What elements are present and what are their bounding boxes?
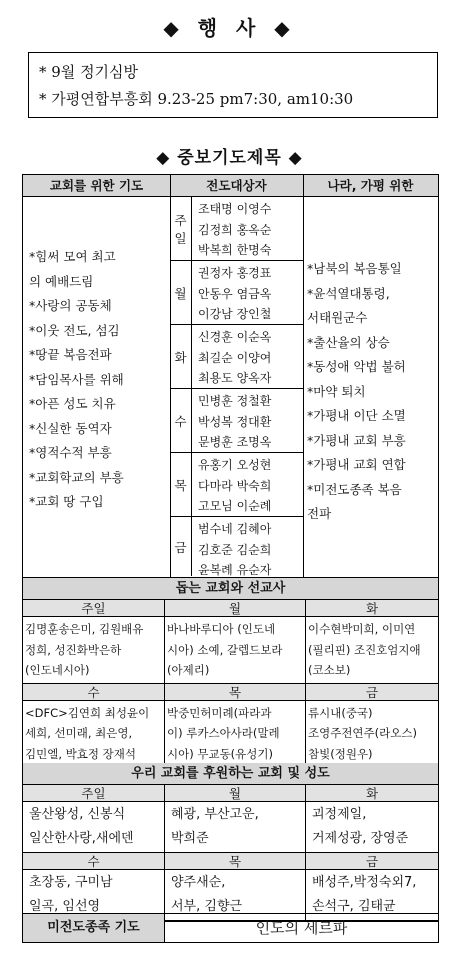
supporters-line: 울산왕성, 신봉식	[29, 807, 126, 822]
church-prayer-item: *교회 땅 구입	[29, 494, 104, 509]
supporters-line: 일곡, 임선영	[29, 899, 101, 914]
missions-line: 류시내(중국)	[308, 705, 373, 720]
evangelism-day-row	[170, 453, 303, 517]
header-nation: 나라, 가평 위한	[303, 175, 438, 197]
evangelism-name-line: 이강남 장인철	[198, 307, 272, 321]
day-label	[170, 197, 192, 260]
day-subheader: 금	[305, 684, 438, 701]
supporters-cell	[23, 802, 164, 853]
church-prayer-item: *힘써 모여 최고	[29, 249, 116, 264]
event-item: * 9월 정기심방	[39, 63, 139, 81]
evangelism-name-line: 안동우 염금옥	[198, 286, 272, 301]
supporters-cell	[305, 802, 438, 853]
day-subheader: 주일	[23, 600, 164, 617]
day-label	[170, 517, 192, 576]
day-subheader: 수	[23, 853, 164, 870]
supporters-line: 초장동, 구미남	[29, 875, 113, 890]
evangelism-name-line: 고모님 이순례	[198, 499, 272, 513]
evangelism-name-line: 신경훈 이순옥	[198, 330, 272, 344]
missions-line: 이수현박미희, 이미연	[308, 622, 416, 636]
church-prayer-item: *이웃 전도, 섬김	[29, 322, 120, 338]
day-subheader: 목	[164, 853, 305, 870]
missions-cell	[23, 701, 164, 768]
supporters-title: 우리 교회를 후원하는 교회 및 성도	[23, 763, 438, 785]
evangelism-names	[198, 327, 271, 389]
nation-prayer-item: *마약 퇴치	[307, 383, 366, 399]
missions-section	[22, 578, 439, 768]
church-prayer-item: *땅끝 복음전파	[29, 347, 112, 362]
missions-line: <DFC>김연희 최성윤이	[25, 705, 150, 720]
events-title: ◆ 행 사 ◆	[163, 16, 296, 40]
day-label-char: 금	[174, 539, 187, 555]
missions-cell	[23, 617, 164, 684]
supporters-line: 일산한사랑,새에덴	[29, 831, 134, 846]
evangelism-day-row	[170, 261, 303, 325]
evangelism-name-line: 유홍기 오성현	[198, 458, 272, 472]
day-subheader: 수	[23, 684, 164, 701]
header-evangelism: 전도대상자	[170, 175, 303, 197]
nation-prayer-item: *남북의 복음통일	[307, 261, 402, 276]
day-label-char: 수	[174, 413, 187, 429]
supporters-line: 혜광, 부산고운,	[171, 807, 259, 822]
missions-cell	[305, 701, 438, 768]
evangelism-name-line: 김정희 홍옥순	[198, 222, 272, 237]
missions-line: (코소보)	[308, 663, 351, 677]
missions-line: 참빛(정원우)	[308, 746, 373, 761]
missions-line: 김명훈송은미, 김원배유	[25, 622, 144, 636]
missions-line: 시아) 무교동(유성기)	[167, 746, 273, 761]
nation-prayer-list	[307, 257, 435, 527]
nation-prayer-item: *가평내 교회 연합	[307, 457, 406, 472]
day-label	[170, 261, 192, 324]
events-box	[28, 52, 438, 118]
church-prayer-item: *신실한 동역자	[29, 420, 112, 436]
evangelism-name-line: 민병훈 정철환	[198, 394, 272, 408]
nation-prayer-item: *미전도종족 복음	[307, 481, 402, 497]
day-subheader: 월	[164, 600, 305, 617]
evangelism-day-row	[170, 197, 303, 261]
day-subheader: 목	[164, 684, 305, 701]
evangelism-name-line: 최용도 양옥자	[198, 371, 272, 385]
evangelism-names	[198, 519, 271, 581]
church-prayer-item: *영적수적 부흥	[29, 445, 112, 460]
evangelism-names	[198, 263, 271, 325]
missions-line: 김민엘, 박효정 장재석	[25, 746, 136, 761]
day-label	[170, 325, 192, 388]
day-label	[170, 453, 192, 516]
evangelism-name-line: 윤복례 유순자	[198, 563, 272, 577]
church-prayer-item: 의 예배드림	[29, 273, 94, 289]
event-item: * 가평연합부흥회 9.23-25 pm7:30, am10:30	[39, 90, 354, 108]
day-label-char: 화	[174, 349, 187, 365]
evangelism-name-line: 박성복 정대환	[198, 414, 272, 429]
missions-line: 바나바루디아 (인도네	[167, 622, 276, 636]
evangelism-day-row	[170, 389, 303, 453]
supporters-line: 서부, 김향근	[171, 899, 243, 914]
evangelism-name-line: 문병훈 조명옥	[198, 435, 272, 449]
missions-line: 세희, 선미래, 최은영,	[25, 726, 133, 740]
church-prayer-item: *교회학교의 부흥	[29, 469, 124, 485]
evangelism-names	[198, 455, 271, 517]
evangelism-names	[198, 199, 271, 261]
nation-prayer-item: *동성애 악법 불허	[307, 359, 406, 374]
divider	[303, 175, 304, 577]
unreached-label: 미전도종족 기도	[23, 914, 165, 942]
evangelism-names	[198, 391, 271, 453]
church-prayer-list	[29, 245, 169, 515]
day-label	[170, 389, 192, 452]
prayer-table	[22, 174, 439, 578]
supporters-line: 거제성광, 장영준	[312, 831, 409, 846]
nation-prayer-item: *가평내 교회 부흥	[307, 432, 406, 448]
day-label-char: 월	[174, 285, 187, 301]
nation-prayer-item: 전파	[307, 506, 332, 521]
day-subheader: 화	[305, 600, 438, 617]
evangelism-name-line: 박복희 한명숙	[198, 243, 272, 257]
supporters-cell	[164, 802, 305, 853]
evangelism-name-line: 최길순 이양여	[198, 350, 272, 365]
evangelism-day-row	[170, 325, 303, 389]
evangelism-name-line: 다마라 박숙희	[198, 478, 272, 493]
evangelism-name-line: 범수네 김혜아	[198, 522, 272, 536]
missions-line: (인도네시아)	[25, 663, 90, 677]
missions-cell	[164, 701, 305, 768]
church-prayer-item: *담임목사를 위해	[29, 371, 124, 387]
supporters-line: 손석구, 김태균	[312, 899, 396, 914]
supporters-line: 박희준	[171, 831, 209, 846]
missions-line: 정희, 성진화박은하	[25, 642, 122, 657]
missions-line: 조영주전연주(라오스)	[308, 726, 417, 740]
header-church: 교회를 위한 기도	[23, 175, 170, 197]
church-prayer-item: *아픈 성도 치유	[29, 396, 116, 411]
supporters-line: 배성주,박정숙외7,	[312, 875, 417, 890]
missions-line: 시아) 소예, 갈렙드보라	[167, 642, 283, 657]
unreached-prayer	[22, 913, 439, 943]
nation-prayer-item: *윤석열대통령,	[307, 285, 390, 301]
evangelism-name-line: 조태명 이영수	[198, 202, 272, 216]
evangelism-day-row	[170, 517, 303, 576]
day-subheader: 월	[164, 785, 305, 802]
missions-line: 박중민허미례(파라과	[167, 705, 272, 720]
day-subheader: 주일	[23, 785, 164, 802]
missions-line: 이) 루카스아사라(말레	[167, 726, 280, 740]
day-label-char: 일	[174, 230, 187, 246]
day-subheader: 금	[305, 853, 438, 870]
missions-line: (필리핀) 조진호엄지애	[308, 642, 421, 657]
day-subheader: 화	[305, 785, 438, 802]
supporters-line: 양주새순,	[171, 875, 226, 890]
day-label-char: 목	[174, 477, 187, 493]
evangelism-name-line: 권정자 홍경표	[198, 266, 272, 280]
nation-prayer-item: *가평내 이단 소멸	[307, 408, 406, 423]
evangelism-name-line: 김호준 김순희	[198, 542, 272, 557]
day-label-char: 주	[174, 212, 187, 228]
missions-line: (아제리)	[167, 663, 210, 677]
missions-cell	[164, 617, 305, 684]
supporters-section	[22, 763, 439, 922]
nation-prayer-item: *출산율의 상승	[307, 334, 390, 350]
church-prayer-item: *사랑의 공동체	[29, 298, 112, 313]
supporters-line: 괴정제일,	[312, 807, 367, 822]
prayer-title: ◆ 중보기도제목 ◆	[156, 148, 303, 168]
nation-prayer-item: 서태원군수	[307, 310, 368, 325]
missions-cell	[305, 617, 438, 684]
missions-title: 돕는 교회와 선교사	[23, 578, 438, 600]
unreached-value: 인도의 세르파	[255, 919, 348, 937]
